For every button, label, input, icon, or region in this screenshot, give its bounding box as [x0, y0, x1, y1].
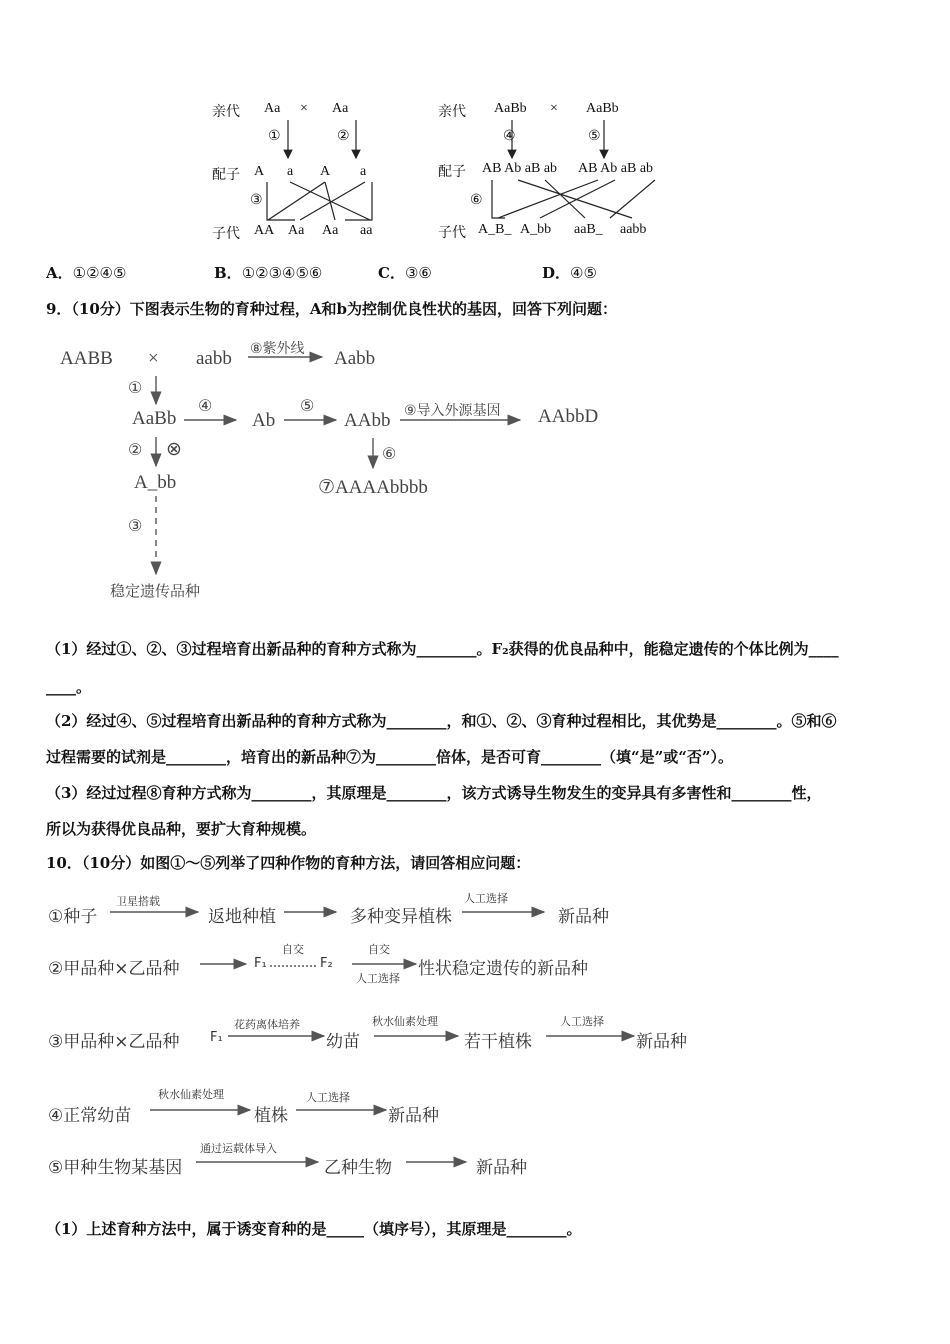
step-number: ②: [337, 129, 350, 144]
gamete-label: 配子: [438, 165, 466, 180]
offspring: aaB_: [574, 222, 603, 237]
row2-start: ②甲品种×乙品种: [48, 959, 180, 979]
q9-part2-line2: 过程需要的试剂是________，培育出的新品种⑦为________倍体，是否可育________（填“是”或“否”）。: [46, 748, 734, 766]
step-label: ④: [198, 398, 213, 415]
step-label: ③: [128, 518, 143, 535]
parent-label: 亲代: [212, 105, 240, 120]
arrow-label: 秋水仙素处理: [158, 1088, 224, 1101]
row4-end: 新品种: [388, 1106, 439, 1126]
offspring: Aa: [322, 223, 339, 238]
row1-node: 多种变异植株: [350, 907, 452, 927]
offspring-label: 子代: [438, 226, 466, 241]
q10-stem: 10．（10分）如图①～⑤列举了四种作物的育种方法，请回答相应问题：: [46, 854, 531, 872]
option-c[interactable]: C．③⑥: [378, 264, 432, 282]
genotype: AAbbD: [538, 406, 599, 427]
f1-label: F₁: [254, 956, 267, 971]
arrow-label: 人工选择: [356, 972, 400, 985]
genotype: AABB: [60, 348, 113, 369]
row3-end: 新品种: [636, 1032, 687, 1052]
gametes: AB Ab aB ab: [482, 161, 558, 176]
row4-start: ④正常幼苗: [48, 1106, 132, 1126]
arrow-label: 秋水仙素处理: [372, 1015, 438, 1028]
stable-variety-label: 稳定遗传品种: [110, 582, 201, 600]
offspring: Aa: [288, 223, 305, 238]
genotype: A_bb: [134, 472, 177, 493]
step-label: ①: [128, 380, 143, 397]
arrow-label: 人工选择: [464, 892, 508, 905]
gamete: a: [360, 164, 367, 179]
q9-part3-line2: 所以为获得优良品种，要扩大育种规模。: [46, 820, 317, 838]
parent-genotype: AaBb: [494, 101, 527, 116]
q9-part1-line1: （1）经过①、②、③过程培育出新品种的育种方式称为________。F₂获得的优良品种中，能稳定遗传的个体比例为____: [46, 640, 839, 658]
genotype: Ab: [252, 410, 276, 431]
cross-sign: ×: [550, 101, 558, 116]
step-number: ⑥: [470, 193, 483, 208]
row1-node: 返地种植: [208, 907, 276, 927]
gamete: A: [320, 164, 331, 179]
arrow-label: 通过运载体导入: [200, 1142, 277, 1155]
arrow-label: 卫星搭载: [116, 895, 160, 908]
q9-part3-line1: （3）经过过程⑧育种方式称为________，其原理是________，该方式诱导生物发生的变异具有多害性和________性，: [46, 784, 822, 802]
arrow-label: 人工选择: [306, 1091, 350, 1104]
option-b[interactable]: B．①②③④⑤⑥: [214, 264, 323, 282]
option-a[interactable]: A．①②④⑤: [46, 264, 127, 282]
step-label: ⑧紫外线: [250, 341, 305, 357]
q9-part2-line1: （2）经过④、⑤过程培育出新品种的育种方式称为________，和①、②、③育种过程相比，其优势是________。⑤和⑥: [46, 712, 837, 730]
parent-genotype: AaBb: [586, 101, 619, 116]
option-d[interactable]: D．④⑤: [542, 264, 597, 282]
offspring: aa: [360, 223, 373, 238]
step-label: ⑥: [382, 446, 397, 463]
arrow-label: 花药离体培养: [234, 1018, 300, 1031]
parent-genotype: Aa: [264, 101, 281, 116]
row3-start: ③甲品种×乙品种: [48, 1032, 180, 1052]
genotype: aabb: [196, 348, 232, 369]
gametes: AB Ab aB ab: [578, 161, 654, 176]
row5-node: 乙种生物: [324, 1158, 392, 1178]
selfing-icon: ⊗: [166, 439, 182, 460]
q9-part1-line2: ____。: [46, 678, 92, 696]
row4-node: 植株: [254, 1106, 288, 1126]
parent-label: 亲代: [438, 105, 466, 120]
row5-end: 新品种: [476, 1158, 527, 1178]
gamete-label: 配子: [212, 168, 240, 183]
row3-node: 若干植株: [464, 1032, 532, 1052]
step-number: ①: [268, 129, 281, 144]
offspring-label: 子代: [212, 227, 240, 242]
f2-label: F₂: [320, 956, 333, 971]
f1-label: F₁: [210, 1030, 223, 1045]
genotype: AAbb: [344, 410, 391, 431]
step-number: ④: [503, 129, 516, 144]
step-number: ⑤: [588, 129, 601, 144]
offspring: A_B_: [478, 222, 512, 237]
gamete: A: [254, 164, 265, 179]
genotype: AaBb: [132, 408, 177, 429]
step-number: ③: [250, 193, 263, 208]
parent-genotype: Aa: [332, 101, 349, 116]
offspring: A_bb: [520, 222, 552, 237]
row2-end: 性状稳定遗传的新品种: [418, 959, 588, 979]
genotype: Aabb: [334, 348, 376, 369]
arrow-label: 自交: [282, 943, 304, 956]
row3-node: 幼苗: [326, 1032, 360, 1052]
q10-part1: （1）上述育种方法中，属于诱变育种的是_____（填序号），其原理是________。: [46, 1220, 582, 1238]
cross-sign: ×: [300, 101, 308, 116]
arrow-label: 人工选择: [560, 1015, 604, 1028]
arrow-label: 自交: [368, 943, 390, 956]
gamete: a: [287, 164, 294, 179]
q9-stem: 9．（10分）下图表示生物的育种过程，A和b为控制优良性状的基因，回答下列问题：: [46, 300, 617, 318]
step-label: ②: [128, 442, 143, 459]
row1-start: ①种子: [48, 907, 98, 927]
genotype: ⑦AAAAbbbb: [318, 477, 428, 498]
step-label: ⑨导入外源基因: [404, 403, 501, 419]
offspring: AA: [254, 223, 275, 238]
step-label: ⑤: [300, 398, 315, 415]
row1-end: 新品种: [558, 907, 609, 927]
row5-start: ⑤甲种生物某基因: [48, 1158, 183, 1178]
offspring: aabb: [620, 222, 647, 237]
cross-sign: ×: [148, 348, 159, 369]
